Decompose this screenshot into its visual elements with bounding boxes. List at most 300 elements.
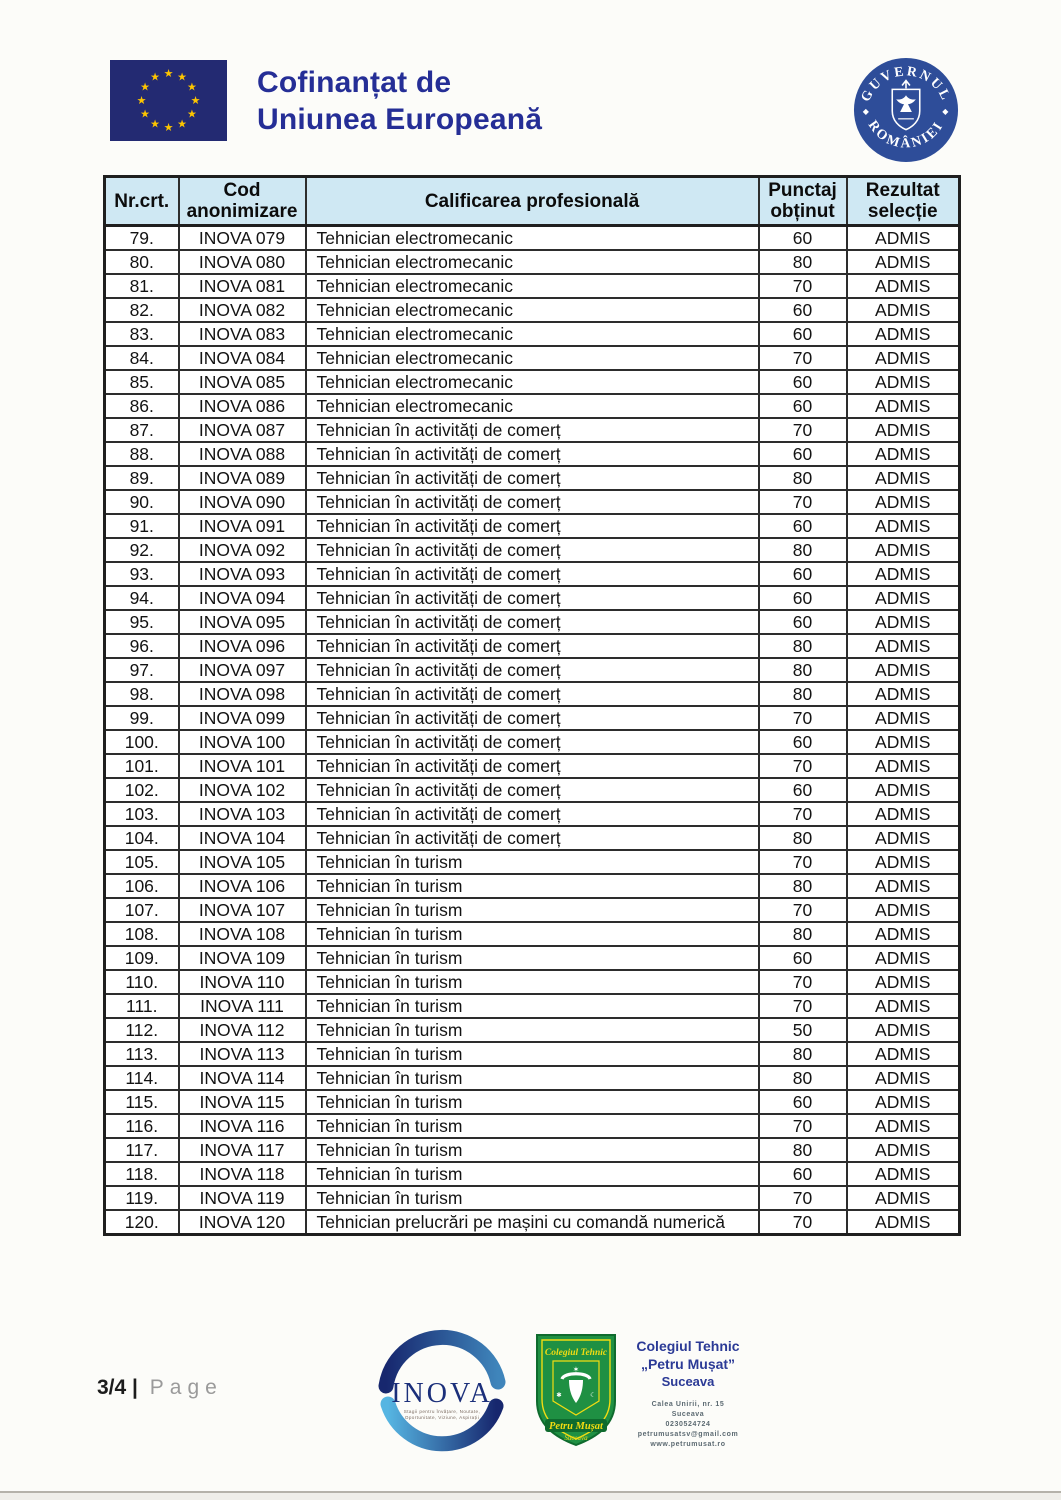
table-row	[105, 826, 960, 850]
cell-calificare: Tehnician electromecanic	[306, 274, 759, 298]
cell-calificare: Tehnician în activități de comerț	[306, 706, 759, 730]
table-row	[105, 1138, 960, 1162]
cell-calificare: Tehnician în turism	[306, 1114, 759, 1138]
table-row	[105, 298, 960, 322]
cell-punctaj: 60	[759, 946, 847, 970]
table-row	[105, 562, 960, 586]
cell-calificare: Tehnician în turism	[306, 850, 759, 874]
cell-rezultat: ADMIS	[847, 1018, 960, 1042]
cell-rezultat: ADMIS	[847, 706, 960, 730]
table-row	[105, 682, 960, 706]
cell-cod: INOVA 109	[179, 946, 306, 970]
table-row	[105, 994, 960, 1018]
svg-text:★: ★	[150, 70, 160, 84]
cell-rezultat: ADMIS	[847, 730, 960, 754]
cell-nr: 115.	[105, 1090, 179, 1114]
svg-text:★: ★	[186, 107, 197, 121]
cell-rezultat: ADMIS	[847, 898, 960, 922]
cell-calificare: Tehnician în activități de comerț	[306, 418, 759, 442]
table-row	[105, 466, 960, 490]
table-row	[105, 730, 960, 754]
cell-calificare: Tehnician în turism	[306, 1162, 759, 1186]
cell-cod: INOVA 116	[179, 1114, 306, 1138]
cell-rezultat: ADMIS	[847, 1090, 960, 1114]
table-row	[105, 658, 960, 682]
cell-calificare: Tehnician în turism	[306, 922, 759, 946]
cell-nr: 93.	[105, 562, 179, 586]
svg-text:★: ★	[177, 70, 187, 84]
page-number-label: Page	[149, 1376, 223, 1399]
cell-rezultat: ADMIS	[847, 346, 960, 370]
cell-punctaj: 70	[759, 754, 847, 778]
cell-calificare: Tehnician în turism	[306, 874, 759, 898]
cell-cod: INOVA 099	[179, 706, 306, 730]
cell-rezultat: ADMIS	[847, 922, 960, 946]
cell-calificare: Tehnician în turism	[306, 1138, 759, 1162]
gov-romania-logo	[852, 56, 960, 164]
cell-nr: 104.	[105, 826, 179, 850]
college-email: petrumusatsv@gmail.com	[637, 1431, 739, 1438]
cell-nr: 113.	[105, 1042, 179, 1066]
cell-punctaj: 60	[759, 322, 847, 346]
college-name-line2: „Petru Mușat”	[640, 1356, 736, 1372]
cell-cod: INOVA 110	[179, 970, 306, 994]
college-phone: 0230524724	[665, 1421, 711, 1428]
cell-punctaj: 80	[759, 826, 847, 850]
cell-rezultat: ADMIS	[847, 850, 960, 874]
cell-calificare: Tehnician electromecanic	[306, 370, 759, 394]
cell-cod: INOVA 119	[179, 1186, 306, 1210]
cell-nr: 114.	[105, 1066, 179, 1090]
college-website: www.petrumusat.ro	[650, 1441, 726, 1448]
cell-cod: INOVA 100	[179, 730, 306, 754]
table-row	[105, 346, 960, 370]
cell-nr: 110.	[105, 970, 179, 994]
cell-cod: INOVA 092	[179, 538, 306, 562]
table-row	[105, 274, 960, 298]
cell-calificare: Tehnician în activități de comerț	[306, 730, 759, 754]
table-row	[105, 1042, 960, 1066]
cell-calificare: Tehnician în activități de comerț	[306, 802, 759, 826]
cell-calificare: Tehnician electromecanic	[306, 250, 759, 274]
cell-nr: 80.	[105, 250, 179, 274]
cell-punctaj: 80	[759, 1138, 847, 1162]
cell-calificare: Tehnician în activități de comerț	[306, 466, 759, 490]
table-row	[105, 634, 960, 658]
cell-rezultat: ADMIS	[847, 946, 960, 970]
cell-rezultat: ADMIS	[847, 586, 960, 610]
cell-cod: INOVA 097	[179, 658, 306, 682]
table-row	[105, 898, 960, 922]
cell-nr: 119.	[105, 1186, 179, 1210]
cell-rezultat: ADMIS	[847, 1114, 960, 1138]
cell-calificare: Tehnician în turism	[306, 994, 759, 1018]
cell-cod: INOVA 108	[179, 922, 306, 946]
cell-rezultat: ADMIS	[847, 778, 960, 802]
cell-nr: 84.	[105, 346, 179, 370]
svg-text:★: ★	[140, 107, 151, 121]
cell-cod: INOVA 093	[179, 562, 306, 586]
cell-calificare: Tehnician în turism	[306, 898, 759, 922]
cell-cod: INOVA 095	[179, 610, 306, 634]
cell-cod: INOVA 120	[179, 1210, 306, 1235]
cell-punctaj: 60	[759, 442, 847, 466]
cell-rezultat: ADMIS	[847, 394, 960, 418]
table-header-row	[105, 177, 960, 226]
cell-cod: INOVA 081	[179, 274, 306, 298]
table-row	[105, 442, 960, 466]
college-contact-lines	[603, 1400, 773, 1450]
eu-cofinance-text	[257, 64, 542, 138]
cell-cod: INOVA 113	[179, 1042, 306, 1066]
college-address: Calea Unirii, nr. 15	[651, 1401, 725, 1408]
cell-punctaj: 60	[759, 298, 847, 322]
cell-punctaj: 60	[759, 514, 847, 538]
cell-cod: INOVA 091	[179, 514, 306, 538]
college-address-city: Suceava	[671, 1411, 705, 1418]
cell-cod: INOVA 117	[179, 1138, 306, 1162]
inova-logo	[374, 1326, 510, 1462]
svg-text:✱: ✱	[556, 1392, 562, 1399]
cell-cod: INOVA 107	[179, 898, 306, 922]
table-row	[105, 778, 960, 802]
cell-punctaj: 80	[759, 250, 847, 274]
column-header-rezultat: Rezultat selecție	[847, 177, 960, 226]
cell-punctaj: 80	[759, 634, 847, 658]
cell-nr: 92.	[105, 538, 179, 562]
cell-punctaj: 60	[759, 1090, 847, 1114]
cell-nr: 79.	[105, 226, 179, 251]
cell-cod: INOVA 083	[179, 322, 306, 346]
page-number	[97, 1376, 223, 1400]
table-row	[105, 610, 960, 634]
cell-nr: 95.	[105, 610, 179, 634]
cell-calificare: Tehnician electromecanic	[306, 394, 759, 418]
cell-nr: 101.	[105, 754, 179, 778]
cell-punctaj: 70	[759, 1186, 847, 1210]
table-row	[105, 394, 960, 418]
cell-rezultat: ADMIS	[847, 1066, 960, 1090]
cell-cod: INOVA 079	[179, 226, 306, 251]
cell-cod: INOVA 082	[179, 298, 306, 322]
cell-nr: 88.	[105, 442, 179, 466]
table-row	[105, 970, 960, 994]
svg-text:★: ★	[177, 117, 187, 131]
cell-punctaj: 50	[759, 1018, 847, 1042]
cell-nr: 117.	[105, 1138, 179, 1162]
cell-cod: INOVA 098	[179, 682, 306, 706]
cell-punctaj: 70	[759, 970, 847, 994]
cell-calificare: Tehnician în activități de comerț	[306, 826, 759, 850]
svg-text:★: ★	[163, 121, 174, 134]
cell-calificare: Tehnician în turism	[306, 1018, 759, 1042]
cell-nr: 98.	[105, 682, 179, 706]
cell-calificare: Tehnician în turism	[306, 946, 759, 970]
cell-rezultat: ADMIS	[847, 442, 960, 466]
cell-punctaj: 80	[759, 682, 847, 706]
eu-cofinance-line2: Uniunea Europeană	[257, 102, 543, 136]
cell-rezultat: ADMIS	[847, 370, 960, 394]
gov-logo-top-text: GUVERNUL	[857, 63, 955, 104]
svg-text:★: ★	[163, 67, 174, 80]
cell-rezultat: ADMIS	[847, 418, 960, 442]
cell-nr: 105.	[105, 850, 179, 874]
cell-rezultat: ADMIS	[847, 874, 960, 898]
cell-rezultat: ADMIS	[847, 490, 960, 514]
cell-nr: 111.	[105, 994, 179, 1018]
cell-calificare: Tehnician în turism	[306, 970, 759, 994]
gov-logo-left-diamond: ◆	[862, 106, 869, 116]
cell-punctaj: 80	[759, 466, 847, 490]
cell-punctaj: 70	[759, 418, 847, 442]
cell-nr: 102.	[105, 778, 179, 802]
cell-rezultat: ADMIS	[847, 994, 960, 1018]
svg-text:★: ★	[140, 80, 151, 94]
table-row	[105, 586, 960, 610]
cell-nr: 83.	[105, 322, 179, 346]
cell-cod: INOVA 096	[179, 634, 306, 658]
cell-calificare: Tehnician în activități de comerț	[306, 778, 759, 802]
cell-punctaj: 80	[759, 874, 847, 898]
cell-calificare: Tehnician în turism	[306, 1186, 759, 1210]
cell-cod: INOVA 101	[179, 754, 306, 778]
cell-punctaj: 60	[759, 610, 847, 634]
cell-calificare: Tehnician în activități de comerț	[306, 442, 759, 466]
cell-nr: 82.	[105, 298, 179, 322]
svg-text:★: ★	[190, 94, 201, 107]
cell-punctaj: 80	[759, 658, 847, 682]
cell-punctaj: 70	[759, 994, 847, 1018]
cell-cod: INOVA 086	[179, 394, 306, 418]
cell-cod: INOVA 089	[179, 466, 306, 490]
cell-punctaj: 60	[759, 226, 847, 251]
cell-rezultat: ADMIS	[847, 658, 960, 682]
cell-rezultat: ADMIS	[847, 1138, 960, 1162]
cell-nr: 116.	[105, 1114, 179, 1138]
cell-punctaj: 60	[759, 394, 847, 418]
table-body	[105, 226, 960, 1235]
cell-punctaj: 80	[759, 1066, 847, 1090]
cell-calificare: Tehnician în activități de comerț	[306, 634, 759, 658]
svg-text:✶: ✶	[572, 1365, 580, 1374]
cell-calificare: Tehnician în activități de comerț	[306, 754, 759, 778]
cell-nr: 112.	[105, 1018, 179, 1042]
cell-punctaj: 70	[759, 274, 847, 298]
table-row	[105, 946, 960, 970]
cell-nr: 99.	[105, 706, 179, 730]
cell-rezultat: ADMIS	[847, 1186, 960, 1210]
table-row	[105, 1114, 960, 1138]
cell-cod: INOVA 105	[179, 850, 306, 874]
table-row	[105, 322, 960, 346]
table-row	[105, 1186, 960, 1210]
cell-punctaj: 60	[759, 562, 847, 586]
cell-cod: INOVA 087	[179, 418, 306, 442]
cell-rezultat: ADMIS	[847, 562, 960, 586]
cell-rezultat: ADMIS	[847, 226, 960, 251]
cell-cod: INOVA 103	[179, 802, 306, 826]
cell-punctaj: 70	[759, 898, 847, 922]
cell-nr: 94.	[105, 586, 179, 610]
cell-nr: 100.	[105, 730, 179, 754]
inova-logo-tagline1: Stagii pentru Învățare, Noutate,	[403, 1409, 481, 1414]
cell-punctaj: 60	[759, 778, 847, 802]
cell-calificare: Tehnician în activități de comerț	[306, 682, 759, 706]
table-row	[105, 874, 960, 898]
cell-nr: 108.	[105, 922, 179, 946]
cell-nr: 109.	[105, 946, 179, 970]
column-header-cod: Cod anonimizare	[179, 177, 306, 226]
cell-nr: 96.	[105, 634, 179, 658]
cell-nr: 85.	[105, 370, 179, 394]
cell-rezultat: ADMIS	[847, 754, 960, 778]
table-row	[105, 418, 960, 442]
column-header-punctaj: Punctaj obținut	[759, 177, 847, 226]
cell-calificare: Tehnician electromecanic	[306, 346, 759, 370]
cell-cod: INOVA 106	[179, 874, 306, 898]
cell-punctaj: 60	[759, 730, 847, 754]
cell-rezultat: ADMIS	[847, 826, 960, 850]
eu-cofinance-line1: Cofinanțat de	[257, 65, 452, 99]
cell-nr: 97.	[105, 658, 179, 682]
cell-rezultat: ADMIS	[847, 1210, 960, 1235]
scan-background-strip	[0, 1493, 1061, 1500]
page-number-value: 3/4	[97, 1376, 127, 1399]
cell-punctaj: 80	[759, 922, 847, 946]
column-header-calificare: Calificarea profesională	[306, 177, 759, 226]
selection-results-table	[103, 175, 961, 1236]
cell-nr: 87.	[105, 418, 179, 442]
table-row	[105, 1018, 960, 1042]
inova-logo-wordmark: INOVA	[391, 1378, 493, 1409]
cell-rezultat: ADMIS	[847, 274, 960, 298]
cell-cod: INOVA 112	[179, 1018, 306, 1042]
table-row	[105, 850, 960, 874]
cell-rezultat: ADMIS	[847, 322, 960, 346]
table-row	[105, 1162, 960, 1186]
cell-cod: INOVA 115	[179, 1090, 306, 1114]
cell-cod: INOVA 084	[179, 346, 306, 370]
eu-cofinance-header	[110, 60, 542, 141]
column-header-nr: Nr.crt.	[105, 177, 179, 226]
table-row	[105, 1210, 960, 1235]
cell-nr: 81.	[105, 274, 179, 298]
cell-punctaj: 70	[759, 490, 847, 514]
cell-punctaj: 60	[759, 370, 847, 394]
table-row	[105, 1066, 960, 1090]
cell-nr: 86.	[105, 394, 179, 418]
cell-nr: 118.	[105, 1162, 179, 1186]
cell-cod: INOVA 118	[179, 1162, 306, 1186]
cell-cod: INOVA 102	[179, 778, 306, 802]
cell-nr: 103.	[105, 802, 179, 826]
cell-rezultat: ADMIS	[847, 1042, 960, 1066]
cell-nr: 90.	[105, 490, 179, 514]
table-row	[105, 1090, 960, 1114]
inova-logo-tagline2: Oportunitate, Viziune, Aspirații	[404, 1415, 480, 1420]
svg-text:★: ★	[150, 117, 160, 131]
cell-punctaj: 70	[759, 706, 847, 730]
cell-calificare: Tehnician în activități de comerț	[306, 538, 759, 562]
cell-rezultat: ADMIS	[847, 466, 960, 490]
cell-calificare: Tehnician în activități de comerț	[306, 490, 759, 514]
cell-cod: INOVA 104	[179, 826, 306, 850]
gov-logo-bottom-text: ROMÂNIEI	[865, 117, 947, 151]
cell-rezultat: ADMIS	[847, 538, 960, 562]
cell-calificare: Tehnician în activități de comerț	[306, 562, 759, 586]
gov-logo-right-diamond: ◆	[942, 106, 949, 116]
cell-nr: 120.	[105, 1210, 179, 1235]
cell-calificare: Tehnician în activități de comerț	[306, 610, 759, 634]
college-contact-block	[603, 1337, 773, 1450]
cell-punctaj: 80	[759, 538, 847, 562]
cell-cod: INOVA 085	[179, 370, 306, 394]
cell-punctaj: 80	[759, 1042, 847, 1066]
cell-calificare: Tehnician în activități de comerț	[306, 514, 759, 538]
table-row	[105, 706, 960, 730]
table-row	[105, 490, 960, 514]
cell-rezultat: ADMIS	[847, 250, 960, 274]
cell-punctaj: 60	[759, 1162, 847, 1186]
cell-punctaj: 70	[759, 850, 847, 874]
table-row	[105, 754, 960, 778]
cell-calificare: Tehnician în activități de comerț	[306, 658, 759, 682]
svg-text:★: ★	[136, 94, 147, 107]
cell-rezultat: ADMIS	[847, 970, 960, 994]
cell-cod: INOVA 111	[179, 994, 306, 1018]
cell-rezultat: ADMIS	[847, 610, 960, 634]
cell-rezultat: ADMIS	[847, 634, 960, 658]
cell-cod: INOVA 090	[179, 490, 306, 514]
table-row	[105, 922, 960, 946]
cell-calificare: Tehnician electromecanic	[306, 226, 759, 251]
svg-text:☾: ☾	[590, 1392, 596, 1399]
cell-nr: 91.	[105, 514, 179, 538]
cell-rezultat: ADMIS	[847, 298, 960, 322]
cell-calificare: Tehnician prelucrări pe mașini cu comandă numerică	[306, 1210, 759, 1235]
college-name-line3: Suceava	[661, 1374, 715, 1389]
cell-punctaj: 70	[759, 802, 847, 826]
cell-cod: INOVA 114	[179, 1066, 306, 1090]
cell-punctaj: 70	[759, 346, 847, 370]
page-number-separator: |	[132, 1376, 138, 1399]
cell-rezultat: ADMIS	[847, 1162, 960, 1186]
cell-cod: INOVA 080	[179, 250, 306, 274]
shield-city-text: Suceava	[564, 1434, 588, 1442]
table-row	[105, 250, 960, 274]
cell-calificare: Tehnician în turism	[306, 1090, 759, 1114]
cell-calificare: Tehnician în turism	[306, 1066, 759, 1090]
cell-punctaj: 70	[759, 1210, 847, 1235]
cell-calificare: Tehnician electromecanic	[306, 298, 759, 322]
eu-flag-icon	[110, 60, 227, 141]
college-name-line1: Colegiul Tehnic	[636, 1338, 740, 1354]
cell-punctaj: 60	[759, 586, 847, 610]
cell-cod: INOVA 088	[179, 442, 306, 466]
cell-calificare: Tehnician electromecanic	[306, 322, 759, 346]
shield-name-banner: Petru Mușat	[549, 1421, 603, 1432]
cell-nr: 106.	[105, 874, 179, 898]
cell-rezultat: ADMIS	[847, 514, 960, 538]
cell-calificare: Tehnician în activități de comerț	[306, 586, 759, 610]
cell-rezultat: ADMIS	[847, 802, 960, 826]
table-row	[105, 802, 960, 826]
cell-nr: 107.	[105, 898, 179, 922]
cell-cod: INOVA 094	[179, 586, 306, 610]
table-row	[105, 226, 960, 251]
cell-nr: 89.	[105, 466, 179, 490]
table-row	[105, 514, 960, 538]
